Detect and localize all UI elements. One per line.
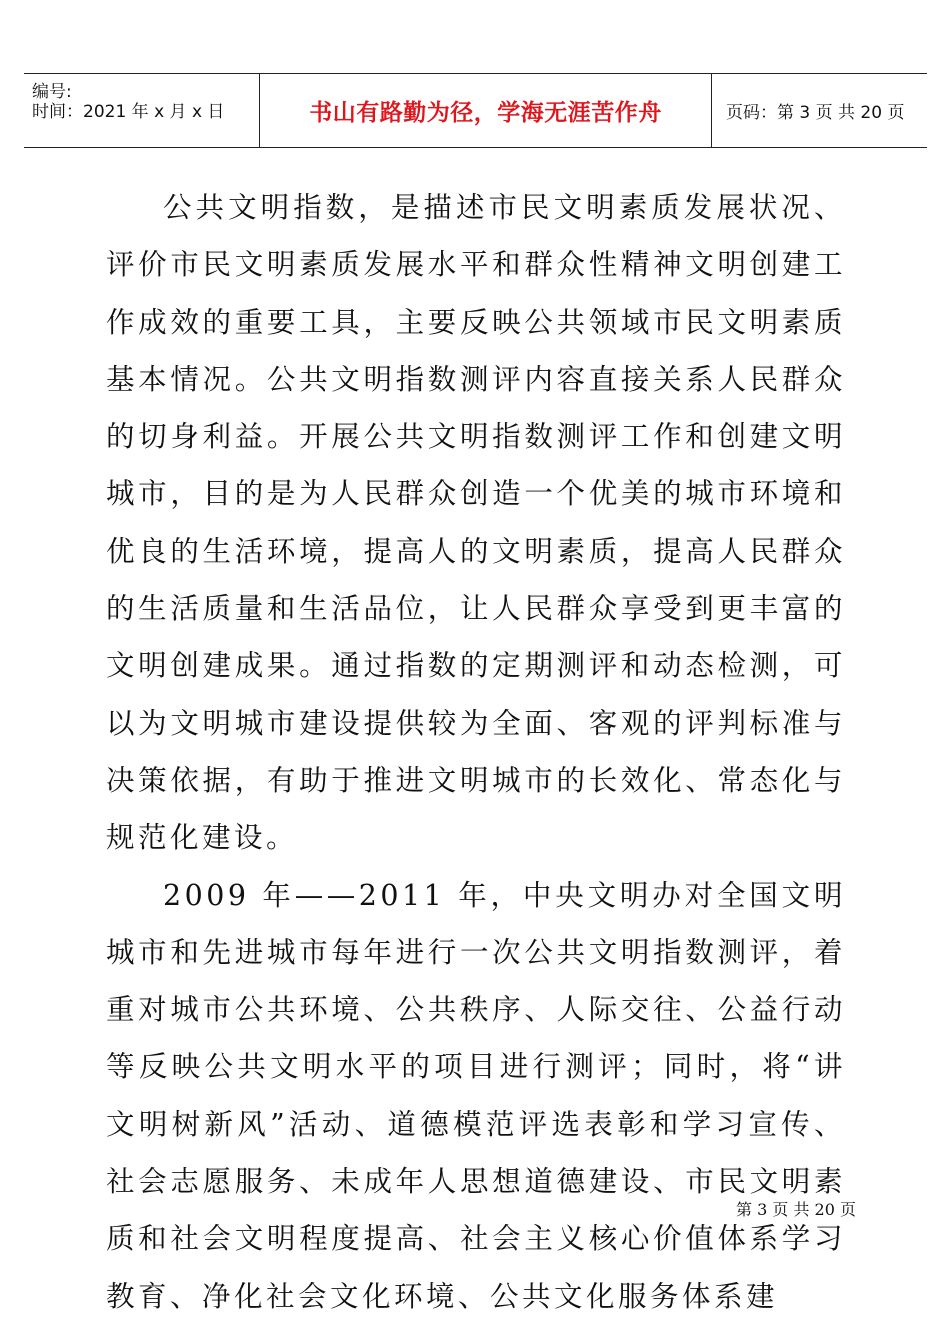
document-body: [106, 179, 856, 1325]
header-motto-cell: [260, 74, 712, 147]
page-footer: 第 3 页 共 20 页: [736, 1200, 856, 1219]
header-motto: 书山有路勤为径，学海无涯苦作舟: [309, 100, 662, 126]
document-header: [24, 73, 927, 148]
document-date: 时间：2021 年 x 月 x 日: [32, 102, 225, 122]
body-paragraph: 公共文明指数，是描述市民文明素质发展状况、评价市民文明素质发展水平和群众性精神文明创建工作成效的重要工具，主要反映公共领域市民文明素质基本情况。公共文明指数测评内容直接关系人民群众的切身利益。开展公共文明指数测评工作和创建文明城市，目的是为人民群众创造一个优美的城市环境和优良的生活环境，提高人的文明素质，提高人民群众的生活质量和生活品位，让人民群众享受到更丰富的文明创建成果。通过指数的定期测评和动态检测，可以为文明城市建设提供较为全面、客观的评判标准与决策依据，有助于推进文明城市的长效化、常态化与规范化建设。: [106, 191, 846, 855]
document-number-label: 编号:: [32, 82, 72, 102]
body-paragraph: 2009 年——2011 年，中央文明办对全国文明城市和先进城市每年进行一次公共文明指数测评，着重对城市公共环境、公共秩序、人际交往、公益行动等反映公共文明水平的项目进行测评；同时，将“讲文明树新风”活动、道德模范评选表彰和学习宣传、社会志愿服务、未成年人思想道德建设、市民文明素质和社会文明程度提高、社会主义核心价值体系学习教育、净化社会文化环境、公共文化服务体系建: [106, 878, 846, 1313]
header-meta: [24, 74, 260, 147]
header-page-info: 页码：第 3 页 共 20 页: [726, 103, 905, 123]
